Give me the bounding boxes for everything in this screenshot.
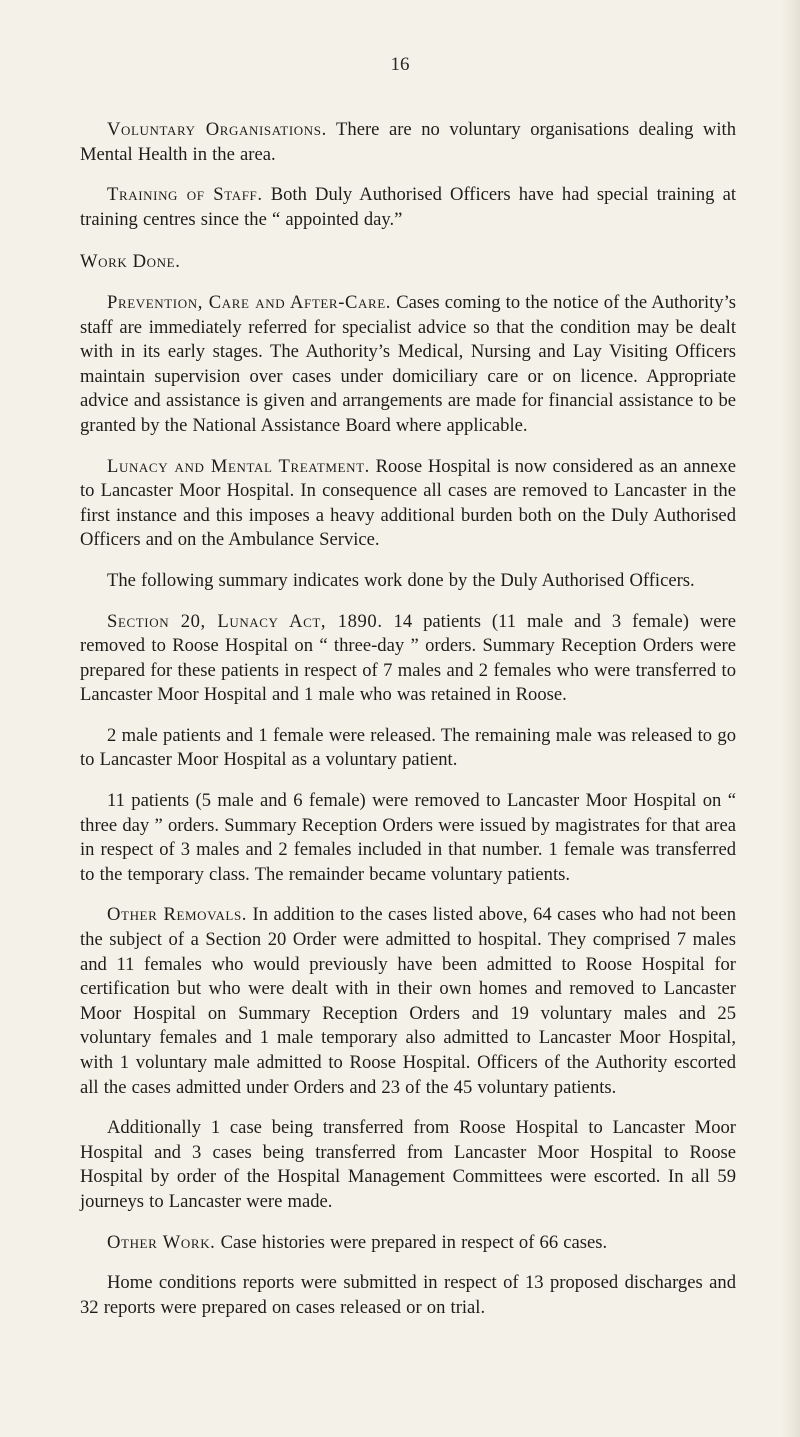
- text-training-of-staff: Both Duly Authorised Officers have had special training at training centres since the “ appointed day.”: [80, 184, 736, 230]
- document-page: [80, 118, 736, 1336]
- paragraph-training-of-staff: [80, 183, 736, 232]
- paragraph-home-conditions: Home conditions reports were submitted in respect of 13 proposed discharges and 32 reports were prepared on cases released or on trial.: [80, 1272, 736, 1318]
- paragraph-voluntary-organisations: [80, 118, 736, 167]
- page-number: 16: [390, 54, 410, 75]
- page-edge-shadow: [782, 0, 800, 1437]
- heading-other-work: Other Work.: [107, 1231, 216, 1253]
- paragraph-section-20: [80, 610, 736, 708]
- text-section-20: 14 patients (11 male and 3 female) were removed to Roose Hospital on “ three-day ” orders. Summary Reception Orders were prepared for these patients in respect of 7 males and 2 females who were transferred to Lancaster Moor Hospital and 1 male who was retained in Roose.: [80, 610, 736, 706]
- paragraph-other-removals: [80, 903, 736, 1100]
- heading-section-20: Section 20, Lunacy Act, 1890.: [107, 610, 383, 632]
- text-voluntary-organisations: There are no voluntary organisations dealing with Mental Health in the area.: [80, 119, 736, 165]
- paragraph-summary-intro: The following summary indicates work done by the Duly Authorised Officers.: [107, 569, 695, 591]
- text-other-removals: In addition to the cases listed above, 64 cases who had not been the subject of a Section 20 Order were admitted to hospital. They comprised 7 males and 11 females who would previously have been admitted to Roose Hospital for certification but who were dealt with in their own homes and removed to Lancaster Moor Hospital on Summary Reception Orders and 19 voluntary males and 25 voluntary females and 1 male temporary also admitted to Lancaster Moor Hospital, with 1 voluntary male admitted to Roose Hospital. Officers of the Authority escorted all the cases admitted under Orders and 23 of the 45 voluntary patients.: [80, 904, 736, 1098]
- heading-other-removals: Other Removals.: [107, 904, 248, 926]
- paragraph-other-work: [80, 1231, 736, 1256]
- paragraph-eleven-patients: 11 patients (5 male and 6 female) were removed to Lancaster Moor Hospital on “ three day ” orders. Summary Reception Orders were issued by magistrates for that area in respect of 3 males and 2 females included in that number. 1 female was transferred to the temporary class. The remainder became voluntary patients.: [80, 790, 736, 885]
- text-lunacy: Roose Hospital is now considered as an annexe to Lancaster Moor Hospital. In consequence all cases are removed to Lancaster in the first instance and this imposes a heavy additional burden both on the Duly Authorised Officers and on the Ambulance Service.: [80, 455, 736, 551]
- text-other-work: Case histories were prepared in respect of 66 cases.: [215, 1231, 608, 1253]
- paragraph-additionally: Additionally 1 case being transferred from Roose Hospital to Lancaster Moor Hospital and 3 cases being transferred from Lancaster Moor Hospital to Roose Hospital by order of the Hospital Management Committees were escorted. In all 59 journeys to Lancaster were made.: [80, 1117, 736, 1212]
- heading-training-of-staff: Training of Staff.: [107, 184, 263, 206]
- heading-prevention: Prevention, Care and After-Care.: [107, 291, 392, 313]
- heading-voluntary-organisations: Voluntary Organisations.: [107, 119, 327, 140]
- section-title-work-done: Work Done.: [80, 251, 181, 273]
- paragraph-released: 2 male patients and 1 female were released. The remaining male was released to go to Lancaster Moor Hospital as a voluntary patient.: [80, 724, 736, 771]
- text-prevention: Cases coming to the notice of the Authority’s staff are immediately referred for specialist advice so that the condition may be dealt with in its early stages. The Authority’s Medical, Nursing and Lay Visiting Officers maintain supervision over cases under domiciliary care or on licence. Appropriate advice and assistance is given and arrangements are made for financial assistance to be granted by the National Assistance Board where applicable.: [80, 291, 736, 436]
- paragraph-prevention: [80, 291, 736, 439]
- paragraph-lunacy: [80, 455, 736, 553]
- heading-lunacy: Lunacy and Mental Treatment.: [107, 455, 370, 477]
